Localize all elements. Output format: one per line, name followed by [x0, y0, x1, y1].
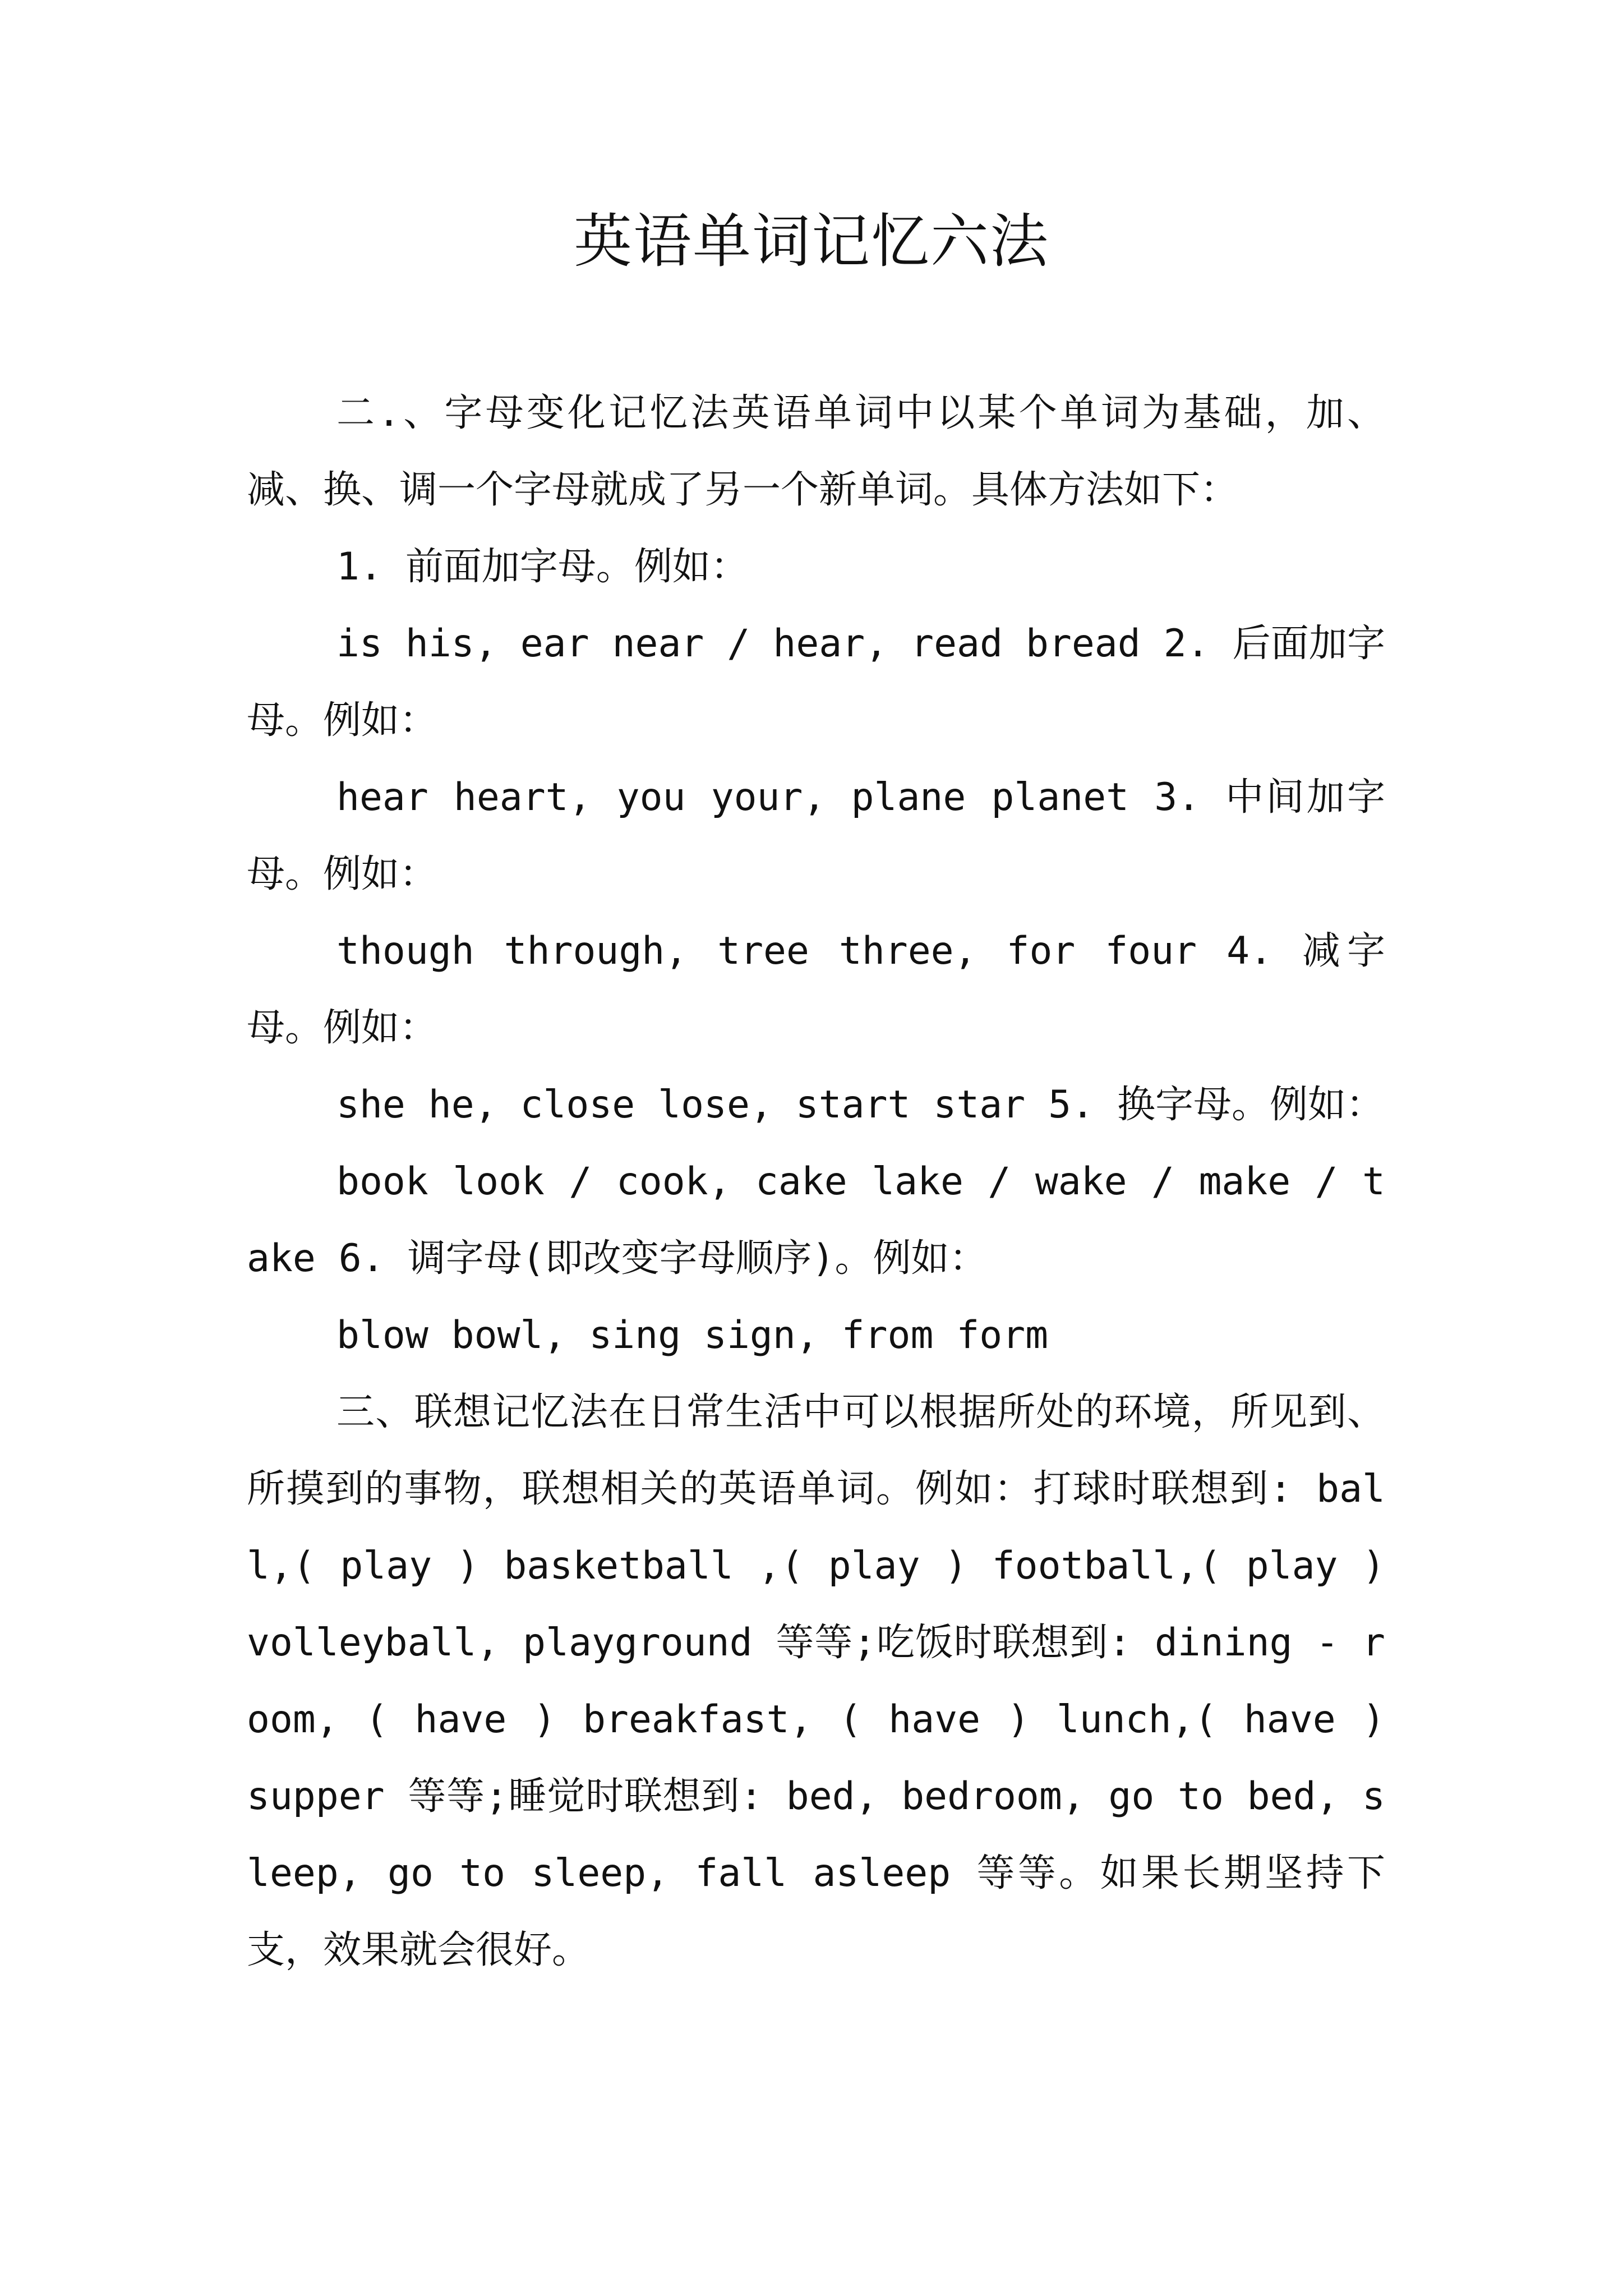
paragraph-examples-6: blow bowl, sing sign, from form [336, 1313, 1049, 1358]
paragraph-examples-4: she he, close lose, start star 5. 换字母。例如： [336, 1083, 1384, 1127]
paragraph-examples-3: though through, tree three, for four 4. 减字母。例如： [247, 929, 1385, 1050]
paragraph-examples-2: hear heart, you your, plane planet 3. 中间加字母。例如： [247, 775, 1385, 896]
paragraph-examples-5: book look / cook, cake lake / wake / make / take 6. 调字母(即改变字母顺序)。例如： [247, 1159, 1385, 1281]
document-title: 英语单词记忆六法 [573, 207, 1049, 275]
paragraph-letter-change-method: 二.、字母变化记忆法英语单词中以某个单词为基础，加、减、换、调一个字母就成了另一个新单词。具体方法如下： [247, 391, 1385, 512]
paragraph-examples-1: is his, ear near / hear, read bread 2. 后面加字母。例如： [247, 622, 1385, 743]
document-body [247, 375, 1385, 1989]
paragraph-rule-1: 1. 前面加字母。例如： [336, 545, 749, 589]
paragraph-association-method: 三、联想记忆法在日常生活中可以根据所处的环境，所见到、所摸到的事物，联想相关的英语单词。例如：打球时联想到: ball,( play ) basketball ,( play ) football,( play ) volleyball, playground 等等;吃饭时联想到: dining - room, ( have ) breakfast, ( have ) lunch,( have ) supper 等等;睡觉时联想到: bed, bedroom, go to bed, sleep, go to sleep, fall asleep 等等。如果长期坚持下支，效果就会很好。 [247, 1390, 1385, 1972]
